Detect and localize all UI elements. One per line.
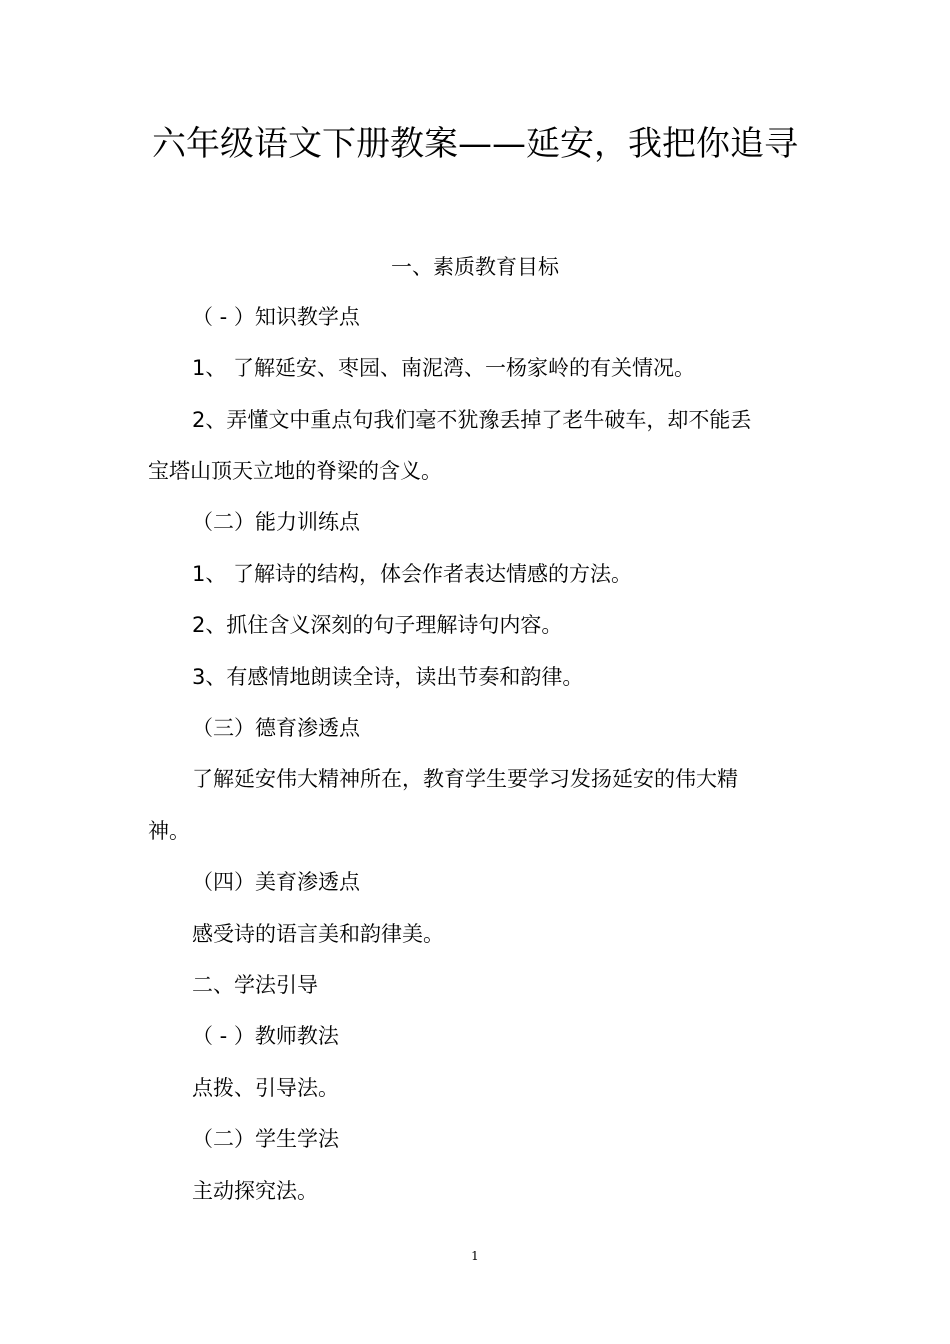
paragraph-line: 2、抓住含义深刻的句子理解诗句内容。	[192, 613, 563, 637]
paragraph-line: 感受诗的语言美和韵律美。	[192, 922, 444, 946]
paragraph-line: 2、弄懂文中重点句我们毫不犹豫丢掉了老牛破车，却不能丢	[192, 408, 752, 432]
page-number: 1	[471, 1249, 479, 1263]
subheading-aesthetic-points: （四）美育渗透点	[192, 870, 360, 894]
subheading-knowledge-points: （ - ）知识教学点	[192, 305, 360, 329]
subheading-moral-points: （三）德育渗透点	[192, 716, 360, 740]
subheading-student-method: （二）学生学法	[192, 1127, 339, 1151]
paragraph-line: 宝塔山顶天立地的脊梁的含义。	[148, 459, 442, 483]
paragraph-line: 主动探究法。	[192, 1179, 318, 1203]
document-title: 六年级语文下册教案——延安，我把你追寻	[152, 124, 798, 164]
paragraph-line: 神。	[148, 819, 190, 843]
paragraph-line: 1、 了解延安、枣园、南泥湾、一杨家岭的有关情况。	[192, 356, 696, 380]
section-heading-quality-goals: 一、素质教育目标	[391, 255, 559, 279]
section-heading-learning-guidance: 二、学法引导	[192, 973, 318, 997]
paragraph-line: 点拨、引导法。	[192, 1076, 339, 1100]
subheading-teacher-method: （ - ）教师教法	[192, 1024, 339, 1048]
paragraph-line: 1、 了解诗的结构，体会作者表达情感的方法。	[192, 562, 633, 586]
paragraph-line: 3、有感情地朗读全诗，读出节奏和韵律。	[192, 665, 584, 689]
subheading-ability-points: （二）能力训练点	[192, 510, 360, 534]
paragraph-line: 了解延安伟大精神所在，教育学生要学习发扬延安的伟大精	[192, 767, 738, 791]
